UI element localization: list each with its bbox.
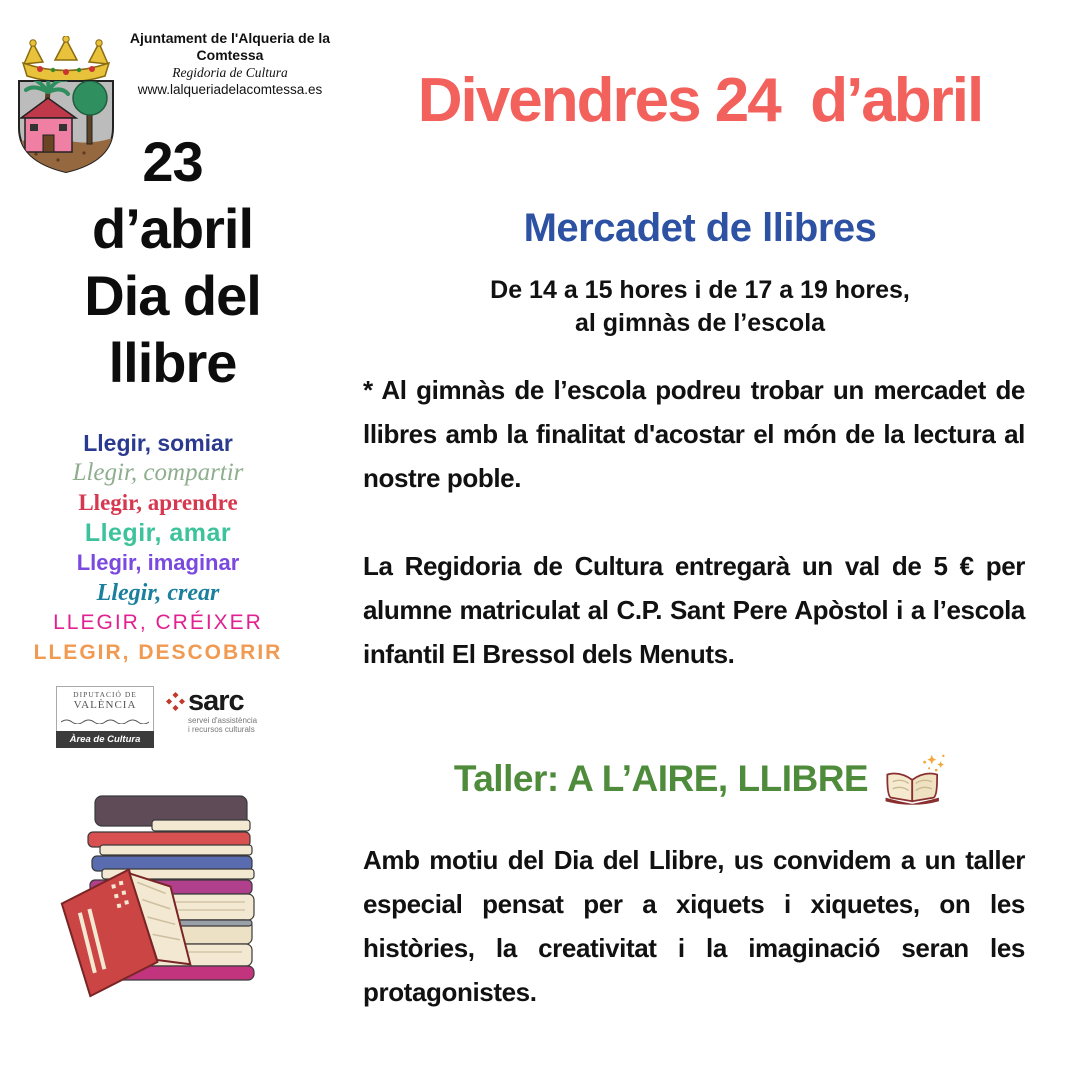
llegir-line: LLEGIR, CRÉIXER <box>53 611 263 634</box>
sarc-name: sarc <box>188 685 244 717</box>
org-header <box>105 30 355 98</box>
diputacio-line1: DIPUTACIÓ DE <box>73 690 137 699</box>
wave-line-icon <box>61 719 149 724</box>
llegir-line: LLEGIR, DESCOBRIR <box>33 641 283 664</box>
llegir-line: Llegir, compartir <box>72 459 244 486</box>
diputacio-valencia-logo <box>56 686 154 748</box>
sarc-subtitle-line1: servei d'assistència <box>188 716 258 725</box>
taller-section-title: Taller: A L’AIRE, LLIBRE <box>453 758 869 799</box>
org-name: Ajuntament de l'Alqueria de la Comtessa <box>129 30 331 63</box>
llegir-line: Llegir, aprendre <box>78 490 238 515</box>
mercadet-section-title: Mercadet de llibres <box>523 206 877 250</box>
mercadet-paragraph-1: * Al gimnàs de l’escola podreu trobar un mercadet de llibres amb la finalitat d'acostar el món de la lectura al nostre poble. <box>363 375 1025 493</box>
event-day-title: Divendres 24 d’abril <box>417 66 983 135</box>
mercadet-schedule <box>350 274 1050 340</box>
date-title-line4: llibre <box>108 331 237 394</box>
schedule-line2: al gimnàs de l’escola <box>574 309 826 337</box>
diputacio-band: Àrea de Cultura <box>56 731 154 748</box>
date-title-month: d’abril <box>91 197 254 260</box>
open-book-sparkles-icon <box>882 752 946 806</box>
date-title-line3: Dia del <box>84 264 261 327</box>
sponsor-logos <box>56 686 257 748</box>
sarc-logo <box>166 686 257 734</box>
llegir-line: Llegir, somiar <box>83 430 233 456</box>
sarc-cross-icon <box>166 692 185 711</box>
taller-section-header <box>350 752 1050 806</box>
org-department: Regidoria de Cultura <box>172 65 288 80</box>
date-title <box>0 128 345 396</box>
book-stack-illustration <box>40 790 280 1018</box>
llegir-word-cloud <box>8 428 308 668</box>
taller-paragraph: Amb motiu del Dia del Llibre, us convidem a un taller especial pensat per a xiquets i xiquetes, on les històries, la creativitat i la imaginació seran les protagonistes. <box>363 845 1025 1007</box>
schedule-line1: De 14 a 15 hores i de 17 a 19 hores, <box>490 276 910 304</box>
llegir-line: Llegir, imaginar <box>76 550 240 575</box>
date-title-day: 23 <box>142 130 203 193</box>
diputacio-line2: VALÈNCIA <box>73 699 137 711</box>
llegir-line: Llegir, crear <box>96 580 220 606</box>
org-website: www.lalqueriadelacomtessa.es <box>137 82 323 97</box>
sarc-subtitle-line2: i recursos culturals <box>188 725 255 734</box>
mercadet-paragraph-2: La Regidoria de Cultura entregarà un val de 5 € per alumne matriculat al C.P. Sant Pere Apòstol i a l’escola infantil El Bressol dels Menuts. <box>363 551 1025 669</box>
llegir-line: Llegir, amar <box>84 519 232 547</box>
